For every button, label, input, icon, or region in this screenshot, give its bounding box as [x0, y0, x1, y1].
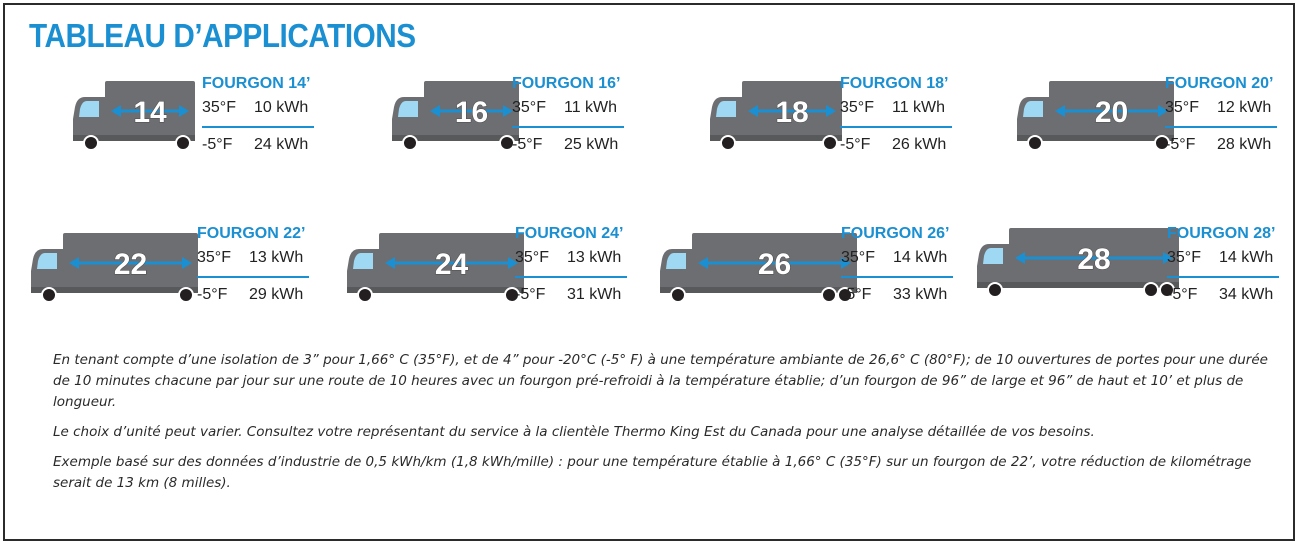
truck-length-number: 28 — [1077, 243, 1111, 276]
cold-temp: -5°F — [1167, 286, 1198, 303]
row-divider — [1167, 276, 1279, 278]
row-divider — [202, 126, 314, 128]
cold-temp: -5°F — [840, 136, 871, 153]
warm-row — [202, 95, 342, 121]
cold-temp: -5°F — [512, 136, 543, 153]
truck-wheel — [176, 136, 190, 150]
cold-kwh: 28 kWh — [1217, 136, 1272, 153]
warm-kwh: 12 kWh — [1217, 99, 1272, 116]
cold-temp: -5°F — [197, 286, 228, 303]
cold-row — [197, 282, 337, 308]
truck-name: FOURGON 18’ — [840, 75, 949, 92]
truck-name: FOURGON 26’ — [841, 225, 950, 242]
truck-wheel — [42, 288, 56, 302]
warm-row — [512, 95, 652, 121]
truck-length-number: 26 — [757, 248, 792, 281]
truck-28-info — [1167, 223, 1300, 308]
truck-name: FOURGON 14’ — [202, 75, 311, 92]
warm-row — [1167, 245, 1300, 271]
note-unit-choice: Le choix d’unité peut varier. Consultez votre représentant du service à la clientèle Thermo King Est du Canada pour une analyse détaillée de vos besoins. — [53, 424, 1095, 440]
cold-row — [840, 132, 980, 158]
truck-24-icon — [342, 229, 531, 317]
truck-wheel — [1144, 283, 1158, 297]
truck-wheel — [84, 136, 98, 150]
cold-row — [202, 132, 342, 158]
warm-temp: 35°F — [202, 99, 236, 116]
note-insulation: En tenant compte d’une isolation de 3” pour 1,66° C (35°F), et de 4” pour -20°C (-5° F) à une température ambiante de 26,6° C (80°F); de 10 ouvertures de portes pour une durée de 10 minutes chacune par jour sur une route de 10 heures avec un fourgon pré-refroidi à la température établie; d’un fourgon de 96” de large et 96” de haut et 10’ et plus de longueur. — [53, 352, 1268, 410]
warm-temp: 35°F — [512, 99, 546, 116]
truck-wheel — [403, 136, 417, 150]
truck-22-icon — [26, 229, 205, 317]
cold-temp: -5°F — [841, 286, 872, 303]
truck-wheel — [179, 288, 193, 302]
cold-kwh: 33 kWh — [893, 286, 948, 303]
row-divider — [840, 126, 952, 128]
cold-temp: -5°F — [1165, 136, 1196, 153]
warm-temp: 35°F — [197, 249, 231, 266]
truck-16-icon — [387, 77, 526, 165]
truck-wheel — [822, 288, 836, 302]
cold-kwh: 24 kWh — [254, 136, 309, 153]
cold-row — [1167, 282, 1300, 308]
row-divider — [841, 276, 953, 278]
cold-kwh: 31 kWh — [567, 286, 622, 303]
cold-kwh: 26 kWh — [892, 136, 947, 153]
row-divider — [512, 126, 624, 128]
warm-temp: 35°F — [840, 99, 874, 116]
truck-22-info — [197, 223, 337, 308]
truck-length-number: 14 — [133, 96, 167, 129]
warm-temp: 35°F — [1167, 249, 1201, 266]
truck-wheel — [823, 136, 837, 150]
warm-kwh: 14 kWh — [893, 249, 948, 266]
row-divider — [197, 276, 309, 278]
truck-18-icon — [705, 77, 849, 165]
truck-name: FOURGON 16’ — [512, 75, 621, 92]
cold-kwh: 34 kWh — [1219, 286, 1274, 303]
warm-kwh: 14 kWh — [1219, 249, 1274, 266]
row-divider — [515, 276, 627, 278]
truck-18-info — [840, 73, 980, 158]
application-table-frame — [3, 3, 1295, 541]
warm-temp: 35°F — [1165, 99, 1199, 116]
warm-kwh: 13 kWh — [567, 249, 622, 266]
warm-row — [841, 245, 981, 271]
warm-temp: 35°F — [515, 249, 549, 266]
truck-length-number: 18 — [775, 96, 809, 129]
warm-row — [840, 95, 980, 121]
cold-row — [841, 282, 981, 308]
cold-kwh: 29 kWh — [249, 286, 304, 303]
truck-16-info — [512, 73, 652, 158]
warm-kwh: 13 kWh — [249, 249, 304, 266]
truck-24-info — [515, 223, 655, 308]
cold-row — [512, 132, 652, 158]
truck-length-number: 24 — [434, 248, 469, 281]
truck-14-icon — [68, 77, 202, 165]
truck-28-icon — [972, 224, 1186, 312]
cold-temp: -5°F — [202, 136, 233, 153]
truck-20-info — [1165, 73, 1300, 158]
truck-20-icon — [1012, 77, 1181, 165]
warm-temp: 35°F — [841, 249, 875, 266]
warm-row — [515, 245, 655, 271]
cold-temp: -5°F — [515, 286, 546, 303]
cold-row — [1165, 132, 1300, 158]
warm-kwh: 10 kWh — [254, 99, 309, 116]
warm-row — [197, 245, 337, 271]
truck-wheel — [1028, 136, 1042, 150]
warm-kwh: 11 kWh — [564, 99, 618, 116]
truck-26-icon — [655, 229, 864, 317]
notes-section — [53, 350, 1278, 503]
truck-wheel — [358, 288, 372, 302]
truck-14-info — [202, 73, 342, 158]
cold-kwh: 25 kWh — [564, 136, 619, 153]
cold-row — [515, 282, 655, 308]
truck-wheel — [988, 283, 1002, 297]
truck-name: FOURGON 28’ — [1167, 225, 1276, 242]
truck-name: FOURGON 22’ — [197, 225, 306, 242]
truck-name: FOURGON 24’ — [515, 225, 624, 242]
row-divider — [1165, 126, 1277, 128]
truck-length-number: 22 — [113, 248, 148, 281]
warm-row — [1165, 95, 1300, 121]
truck-wheel — [671, 288, 685, 302]
truck-26-info — [841, 223, 981, 308]
truck-length-number: 20 — [1094, 96, 1129, 129]
warm-kwh: 11 kWh — [892, 99, 946, 116]
page-title: TABLEAU D’APPLICATIONS — [29, 17, 416, 54]
truck-name: FOURGON 20’ — [1165, 75, 1274, 92]
note-example: Exemple basé sur des données d’industrie de 0,5 kWh/km (1,8 kWh/mille) : pour une température établie à 1,66° C (35°F) sur un fourgon de 22’, votre réduction de kilométrage serait de 13 km (8 milles). — [53, 454, 1252, 491]
truck-length-number: 16 — [454, 96, 489, 129]
truck-wheel — [721, 136, 735, 150]
